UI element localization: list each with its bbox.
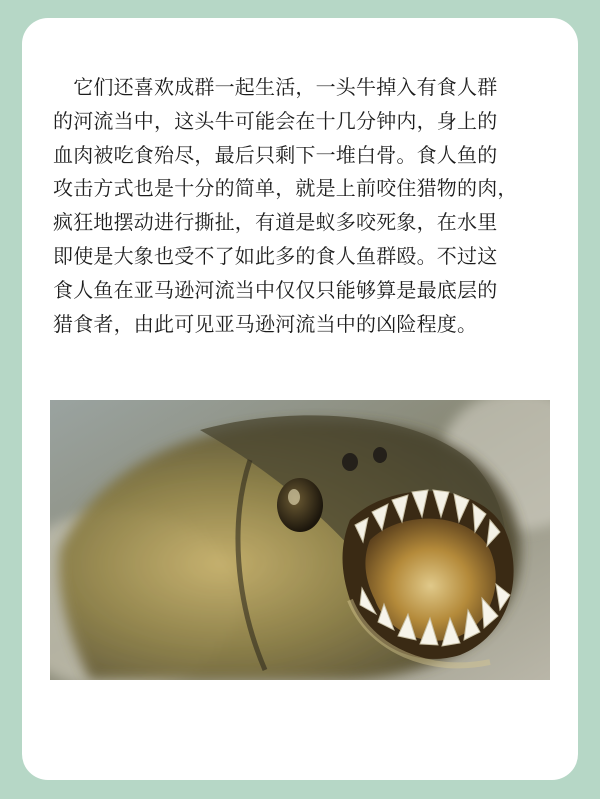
paragraph-line: 即使是大象也受不了如此多的食人鱼群殴。不过这 <box>53 243 498 268</box>
article-paragraph <box>53 71 553 341</box>
paragraph-line: 猎食者，由此可见亚马逊河流当中的凶险程度。 <box>53 311 478 336</box>
paragraph-line: 攻击方式也是十分的简单，就是上前咬住猎物的肉， <box>53 176 518 201</box>
paragraph-line: 的河流当中，这头牛可能会在十几分钟内，身上的 <box>53 108 498 133</box>
piranha-photo <box>50 400 550 680</box>
paragraph-line: 血肉被吃食殆尽，最后只剩下一堆白骨。食人鱼的 <box>53 142 498 167</box>
paragraph-line: 疯狂地摆动进行撕扯，有道是蚁多咬死象，在水里 <box>53 210 498 235</box>
paragraph-line: 食人鱼在亚马逊河流当中仅仅只能够算是最底层的 <box>53 277 498 302</box>
paragraph-line: 它们还喜欢成群一起生活，一头牛掉入有食人群 <box>53 75 498 99</box>
